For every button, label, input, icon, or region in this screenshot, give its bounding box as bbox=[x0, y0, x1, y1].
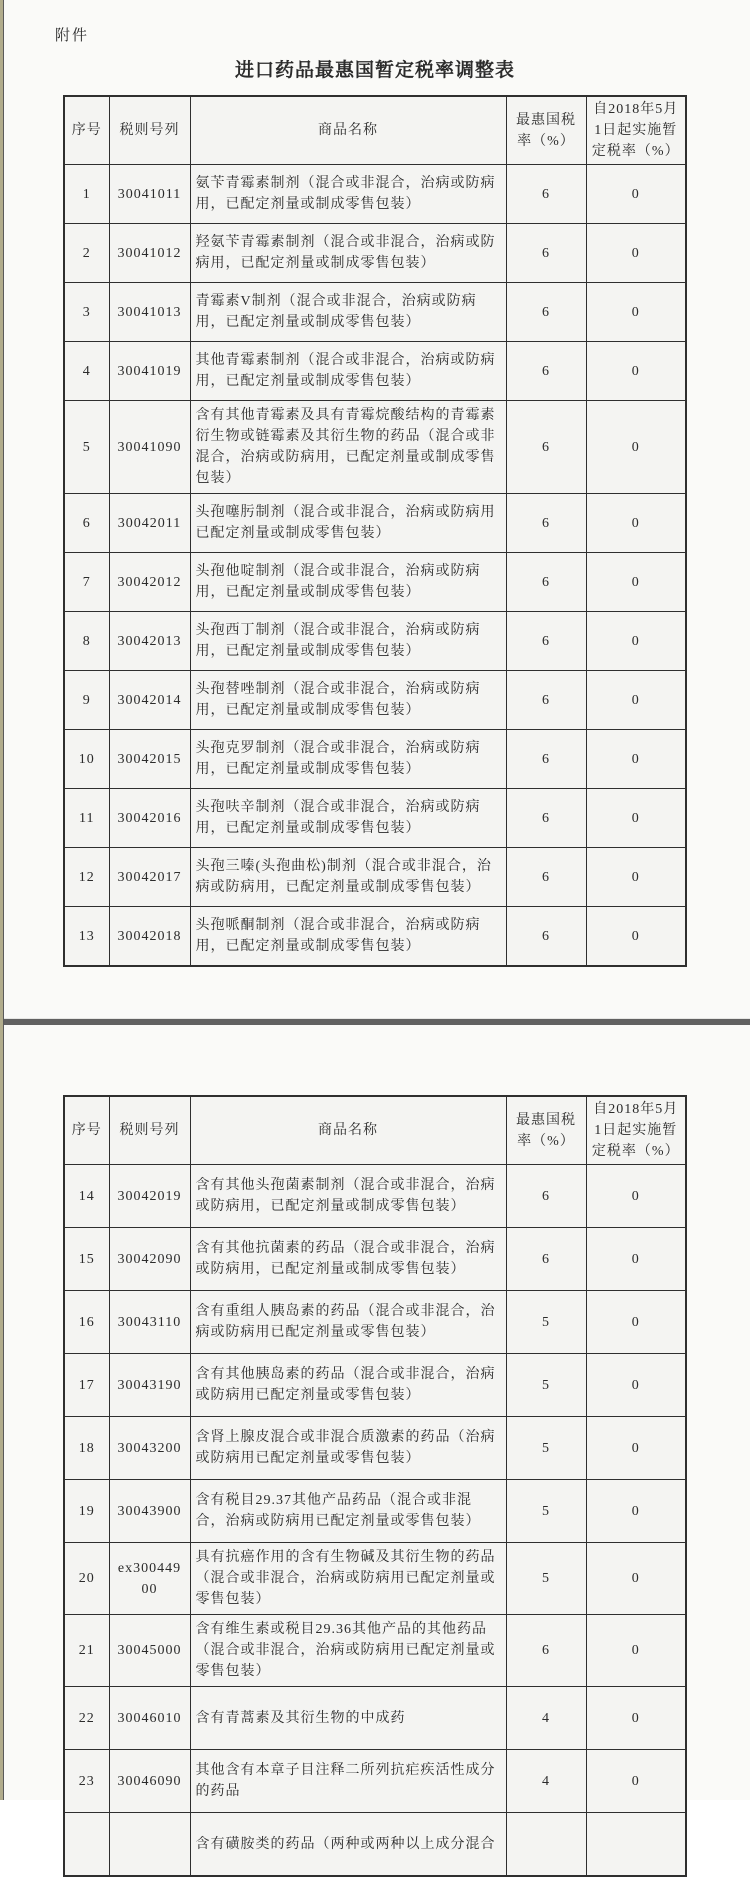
cell-index: 23 bbox=[64, 1750, 109, 1813]
header-code: 税则号列 bbox=[109, 96, 190, 165]
cell-index: 14 bbox=[64, 1165, 109, 1228]
table-row bbox=[64, 848, 686, 907]
table-row bbox=[64, 553, 686, 612]
cell-name: 含有其他头孢菌素制剂（混合或非混合，治病或防病用，已配定剂量或制成零售包装） bbox=[190, 1165, 506, 1228]
table-row bbox=[64, 1543, 686, 1615]
cell-code: 30042017 bbox=[109, 848, 190, 907]
cell-code: ex30044900 bbox=[109, 1543, 190, 1615]
header-code: 税则号列 bbox=[109, 1096, 190, 1165]
cell-name: 含有重组人胰岛素的药品（混合或非混合，治病或防病用已配定剂量或零售包装） bbox=[190, 1291, 506, 1354]
cell-provisional-rate: 0 bbox=[586, 224, 686, 283]
cell-code: 30041019 bbox=[109, 342, 190, 401]
cell-provisional-rate: 0 bbox=[586, 494, 686, 553]
cell-name: 羟氨苄青霉素制剂（混合或非混合，治病或防病用，已配定剂量或制成零售包装） bbox=[190, 224, 506, 283]
cell-provisional-rate: 0 bbox=[586, 165, 686, 224]
cell-mfn-rate: 5 bbox=[506, 1480, 586, 1543]
cell-code: 30042016 bbox=[109, 789, 190, 848]
cell-index: 5 bbox=[64, 401, 109, 494]
cell-mfn-rate: 6 bbox=[506, 342, 586, 401]
cell-index: 18 bbox=[64, 1417, 109, 1480]
cell-mfn-rate: 4 bbox=[506, 1750, 586, 1813]
cell-mfn-rate bbox=[506, 1813, 586, 1877]
cell-provisional-rate: 0 bbox=[586, 401, 686, 494]
cell-code: 30042019 bbox=[109, 1165, 190, 1228]
cell-provisional-rate: 0 bbox=[586, 671, 686, 730]
cell-name: 含有其他胰岛素的药品（混合或非混合，治病或防病用已配定剂量或零售包装） bbox=[190, 1354, 506, 1417]
cell-index: 20 bbox=[64, 1543, 109, 1615]
cell-mfn-rate: 5 bbox=[506, 1417, 586, 1480]
cell-code: 30042018 bbox=[109, 907, 190, 967]
cell-mfn-rate: 6 bbox=[506, 283, 586, 342]
table-row bbox=[64, 907, 686, 967]
cell-provisional-rate: 0 bbox=[586, 612, 686, 671]
table-row bbox=[64, 1480, 686, 1543]
cell-code: 30041011 bbox=[109, 165, 190, 224]
table-row bbox=[64, 401, 686, 494]
cell-name: 含有青蒿素及其衍生物的中成药 bbox=[190, 1687, 506, 1750]
cell-name: 含有税目29.37其他产品药品（混合或非混合，治病或防病用已配定剂量或零售包装） bbox=[190, 1480, 506, 1543]
header-provisional-rate: 自2018年5月1日起实施暂定税率（%） bbox=[586, 96, 686, 165]
cell-mfn-rate: 6 bbox=[506, 401, 586, 494]
cell-provisional-rate: 0 bbox=[586, 1750, 686, 1813]
cell-code: 30041012 bbox=[109, 224, 190, 283]
cell-provisional-rate: 0 bbox=[586, 848, 686, 907]
table-row bbox=[64, 1291, 686, 1354]
cell-name: 头孢哌酮制剂（混合或非混合，治病或防病用，已配定剂量或制成零售包装） bbox=[190, 907, 506, 967]
sheet-page-2 bbox=[0, 1095, 750, 1870]
cell-mfn-rate: 6 bbox=[506, 1165, 586, 1228]
table-row bbox=[64, 494, 686, 553]
cell-mfn-rate: 6 bbox=[506, 494, 586, 553]
cell-provisional-rate: 0 bbox=[586, 1165, 686, 1228]
cell-index: 12 bbox=[64, 848, 109, 907]
cell-index: 22 bbox=[64, 1687, 109, 1750]
table-row bbox=[64, 283, 686, 342]
cell-provisional-rate: 0 bbox=[586, 1543, 686, 1615]
page-title: 进口药品最惠国暂定税率调整表 bbox=[234, 60, 515, 81]
cell-mfn-rate: 6 bbox=[506, 612, 586, 671]
header-index: 序号 bbox=[64, 1096, 109, 1165]
table-row bbox=[64, 1750, 686, 1813]
cell-name: 具有抗癌作用的含有生物碱及其衍生物的药品（混合或非混合，治病或防病用已配定剂量或零售包装） bbox=[190, 1543, 506, 1615]
cell-mfn-rate: 6 bbox=[506, 848, 586, 907]
table-row bbox=[64, 789, 686, 848]
cell-index: 17 bbox=[64, 1354, 109, 1417]
cell-code bbox=[109, 1813, 190, 1877]
cell-code: 30041013 bbox=[109, 283, 190, 342]
cell-name: 头孢呋辛制剂（混合或非混合，治病或防病用，已配定剂量或制成零售包装） bbox=[190, 789, 506, 848]
cell-name: 青霉素V制剂（混合或非混合，治病或防病用，已配定剂量或制成零售包装） bbox=[190, 283, 506, 342]
cell-index: 3 bbox=[64, 283, 109, 342]
header-row bbox=[64, 1096, 686, 1165]
cell-index: 2 bbox=[64, 224, 109, 283]
cell-index: 19 bbox=[64, 1480, 109, 1543]
cell-provisional-rate: 0 bbox=[586, 1480, 686, 1543]
cell-code: 30041090 bbox=[109, 401, 190, 494]
cell-provisional-rate: 0 bbox=[586, 1615, 686, 1687]
cell-provisional-rate: 0 bbox=[586, 1417, 686, 1480]
cell-index: 11 bbox=[64, 789, 109, 848]
table-row bbox=[64, 1165, 686, 1228]
cell-index: 8 bbox=[64, 612, 109, 671]
cell-code: 30043900 bbox=[109, 1480, 190, 1543]
cell-name: 含肾上腺皮混合或非混合质激素的药品（治病或防病用已配定剂量或零售包装） bbox=[190, 1417, 506, 1480]
cell-provisional-rate: 0 bbox=[586, 730, 686, 789]
cell-code: 30042090 bbox=[109, 1228, 190, 1291]
cell-index: 10 bbox=[64, 730, 109, 789]
cell-provisional-rate bbox=[586, 1813, 686, 1877]
cell-code: 30043110 bbox=[109, 1291, 190, 1354]
header-name: 商品名称 bbox=[190, 96, 506, 165]
cell-name: 头孢西丁制剂（混合或非混合，治病或防病用，已配定剂量或制成零售包装） bbox=[190, 612, 506, 671]
cell-mfn-rate: 6 bbox=[506, 1228, 586, 1291]
cell-index bbox=[64, 1813, 109, 1877]
table-row bbox=[64, 342, 686, 401]
table-row bbox=[64, 1228, 686, 1291]
cell-index: 9 bbox=[64, 671, 109, 730]
cell-code: 30042015 bbox=[109, 730, 190, 789]
cell-name: 头孢三嗪(头孢曲松)制剂（混合或非混合，治病或防病用，已配定剂量或制成零售包装） bbox=[190, 848, 506, 907]
cell-code: 30046090 bbox=[109, 1750, 190, 1813]
cell-code: 30045000 bbox=[109, 1615, 190, 1687]
cell-code: 30042012 bbox=[109, 553, 190, 612]
cell-code: 30042011 bbox=[109, 494, 190, 553]
cell-code: 30046010 bbox=[109, 1687, 190, 1750]
cell-index: 16 bbox=[64, 1291, 109, 1354]
header-provisional-rate: 自2018年5月1日起实施暂定税率（%） bbox=[586, 1096, 686, 1165]
cell-mfn-rate: 6 bbox=[506, 224, 586, 283]
rate-table-page-1 bbox=[63, 95, 687, 967]
header-row bbox=[64, 96, 686, 165]
cell-provisional-rate: 0 bbox=[586, 789, 686, 848]
cell-mfn-rate: 6 bbox=[506, 730, 586, 789]
header-name: 商品名称 bbox=[190, 1096, 506, 1165]
table-row bbox=[64, 1354, 686, 1417]
cell-mfn-rate: 4 bbox=[506, 1687, 586, 1750]
table-row bbox=[64, 1687, 686, 1750]
header-index: 序号 bbox=[64, 96, 109, 165]
cell-name: 氨苄青霉素制剂（混合或非混合，治病或防病用，已配定剂量或制成零售包装） bbox=[190, 165, 506, 224]
cell-mfn-rate: 6 bbox=[506, 165, 586, 224]
table-row bbox=[64, 612, 686, 671]
cell-name: 含有其他抗菌素的药品（混合或非混合，治病或防病用，已配定剂量或制成零售包装） bbox=[190, 1228, 506, 1291]
cell-name: 头孢他啶制剂（混合或非混合，治病或防病用，已配定剂量或制成零售包装） bbox=[190, 553, 506, 612]
cell-mfn-rate: 5 bbox=[506, 1543, 586, 1615]
cell-index: 21 bbox=[64, 1615, 109, 1687]
header-mfn-rate: 最惠国税率（%） bbox=[506, 1096, 586, 1165]
cell-mfn-rate: 5 bbox=[506, 1354, 586, 1417]
cell-name: 其他青霉素制剂（混合或非混合，治病或防病用，已配定剂量或制成零售包装） bbox=[190, 342, 506, 401]
cell-code: 30043200 bbox=[109, 1417, 190, 1480]
left-edge-line bbox=[3, 0, 4, 1800]
cell-mfn-rate: 5 bbox=[506, 1291, 586, 1354]
cell-provisional-rate: 0 bbox=[586, 1354, 686, 1417]
cell-provisional-rate: 0 bbox=[586, 553, 686, 612]
cell-provisional-rate: 0 bbox=[586, 1291, 686, 1354]
cell-provisional-rate: 0 bbox=[586, 1687, 686, 1750]
cell-index: 4 bbox=[64, 342, 109, 401]
cell-mfn-rate: 6 bbox=[506, 907, 586, 967]
table-row bbox=[64, 1813, 686, 1877]
cell-mfn-rate: 6 bbox=[506, 789, 586, 848]
attachment-label: 附件 bbox=[55, 28, 90, 44]
table-row bbox=[64, 165, 686, 224]
header-mfn-rate: 最惠国税率（%） bbox=[506, 96, 586, 165]
cell-index: 7 bbox=[64, 553, 109, 612]
cell-name: 头孢噻肟制剂（混合或非混合，治病或防病用已配定剂量或制成零售包装） bbox=[190, 494, 506, 553]
cell-provisional-rate: 0 bbox=[586, 342, 686, 401]
table-header bbox=[64, 1096, 686, 1165]
cell-mfn-rate: 6 bbox=[506, 1615, 586, 1687]
table-row bbox=[64, 224, 686, 283]
cell-provisional-rate: 0 bbox=[586, 907, 686, 967]
table-row bbox=[64, 671, 686, 730]
rate-table-page-2 bbox=[63, 1095, 687, 1877]
table-body-page-1 bbox=[64, 165, 686, 967]
table-body-page-2 bbox=[64, 1165, 686, 1877]
cell-code: 30042013 bbox=[109, 612, 190, 671]
table-row bbox=[64, 1417, 686, 1480]
cell-provisional-rate: 0 bbox=[586, 283, 686, 342]
page-separator-bar bbox=[0, 1018, 750, 1025]
cell-index: 1 bbox=[64, 165, 109, 224]
cell-name: 含有磺胺类的药品（两种或两种以上成分混合 bbox=[190, 1813, 506, 1877]
cell-name: 含有维生素或税目29.36其他产品的其他药品（混合或非混合，治病或防病用已配定剂量或零售包装） bbox=[190, 1615, 506, 1687]
cell-mfn-rate: 6 bbox=[506, 671, 586, 730]
cell-mfn-rate: 6 bbox=[506, 553, 586, 612]
table-row bbox=[64, 730, 686, 789]
cell-code: 30043190 bbox=[109, 1354, 190, 1417]
cell-name: 其他含有本章子目注释二所列抗疟疾活性成分的药品 bbox=[190, 1750, 506, 1813]
cell-index: 15 bbox=[64, 1228, 109, 1291]
cell-provisional-rate: 0 bbox=[586, 1228, 686, 1291]
cell-name: 含有其他青霉素及具有青霉烷酸结构的青霉素衍生物或链霉素及其衍生物的药品（混合或非混合，治病或防病用，已配定剂量或制成零售包装） bbox=[190, 401, 506, 494]
table-row bbox=[64, 1615, 686, 1687]
cell-name: 头孢克罗制剂（混合或非混合，治病或防病用，已配定剂量或制成零售包装） bbox=[190, 730, 506, 789]
cell-index: 13 bbox=[64, 907, 109, 967]
cell-index: 6 bbox=[64, 494, 109, 553]
table-header bbox=[64, 96, 686, 165]
cell-name: 头孢替唑制剂（混合或非混合，治病或防病用，已配定剂量或制成零售包装） bbox=[190, 671, 506, 730]
cell-code: 30042014 bbox=[109, 671, 190, 730]
